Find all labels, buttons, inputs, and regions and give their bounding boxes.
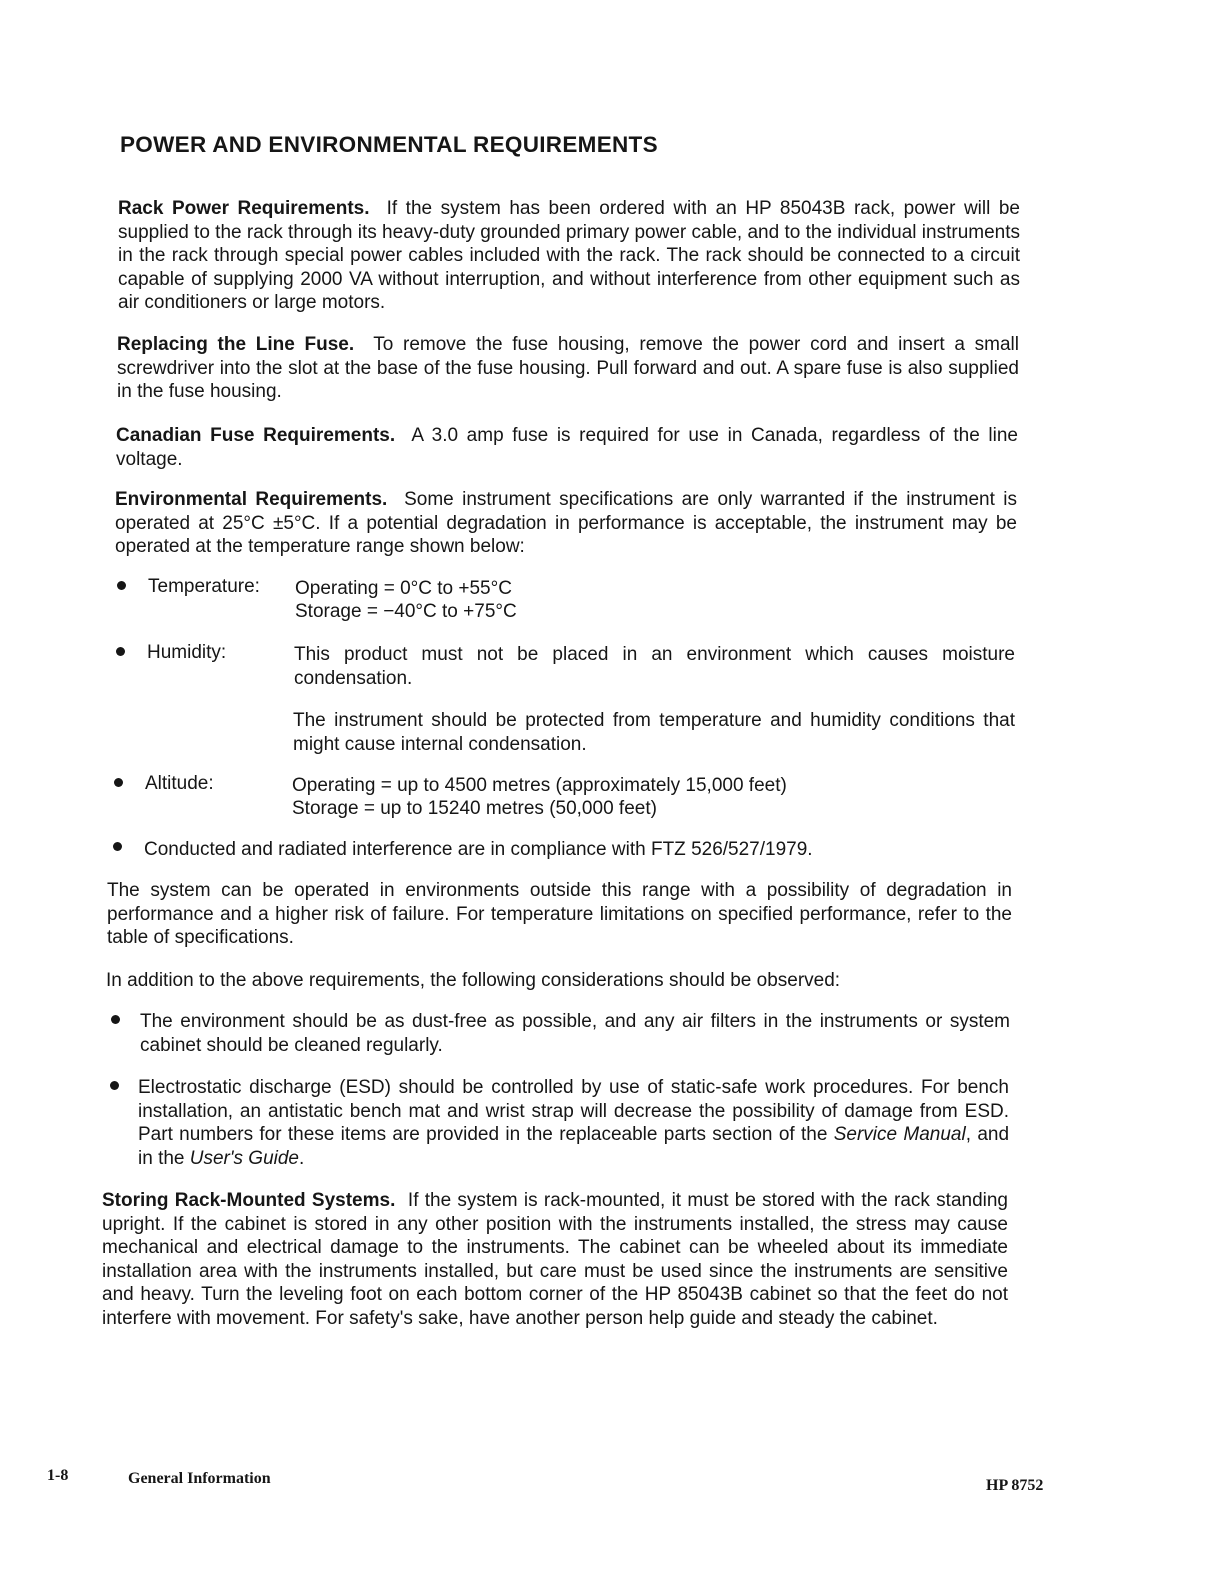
- line-fuse-heading: Replacing the Line Fuse.: [117, 334, 355, 355]
- canadian-fuse-heading: Canadian Fuse Requirements.: [116, 425, 396, 446]
- bullet-icon: [113, 842, 122, 851]
- bullet-icon: [117, 581, 126, 590]
- altitude-operating: Operating = up to 4500 metres (approximately 15,000 feet): [292, 775, 787, 796]
- rack-power-heading: Rack Power Requirements.: [118, 198, 370, 219]
- rack-power-text: If the system has been ordered with an HP 85043B rack, power will be supplied to the rack through its heavy-duty grounded primary power cable, and to the individual instruments in the rack through special power cables included with the rack. The rack should be connected to a circuit capable of supplying 2000 VA without interruption, and without interference from other equipment such as air conditioners or large motors.: [118, 198, 1021, 313]
- bullet-icon: [116, 647, 125, 656]
- canadian-fuse-text: A 3.0 amp fuse is required for use in Canada, regardless of the line voltage.: [116, 425, 1018, 470]
- storing-heading: Storing Rack-Mounted Systems.: [102, 1190, 396, 1211]
- environmental-text: Some instrument specifications are only warranted if the instrument is operated at 25°C ±5°C. If a potential degradation in performance is acceptable, the instrument may be operated at the temperature range shown below:: [115, 489, 1017, 557]
- esd-end: .: [299, 1147, 305, 1169]
- environmental-paragraph: [115, 488, 1017, 559]
- interference-text: Conducted and radiated interference are in compliance with FTZ 526/527/1979.: [144, 839, 813, 860]
- dust-text: The environment should be as dust-free as possible, and any air filters in the instruments or system cabinet should be cleaned regularly.: [140, 1011, 1010, 1056]
- line-fuse-text: To remove the fuse housing, remove the power cord and insert a small screwdriver into the slot at the base of the fuse housing. Pull forward and out. A spare fuse is also supplied in the fuse housing.: [117, 334, 1019, 402]
- altitude-label: Altitude:: [145, 773, 214, 794]
- altitude-storage: Storage = up to 15240 metres (50,000 feet): [292, 798, 657, 819]
- bullet-icon: [110, 1081, 119, 1090]
- storing-paragraph: [102, 1189, 1008, 1330]
- humidity-text-1: This product must not be placed in an environment which causes moisture condensation.: [294, 644, 1015, 689]
- footer-section: General Information: [128, 1470, 271, 1487]
- esd-text: Electrostatic discharge (ESD) should be controlled by use of static-safe work procedures. For bench installation, an antistatic bench mat and wrist strap will decrease the possibility of damage from ESD. Part numbers for these items are provided in the replaceable parts section of the: [138, 1077, 1009, 1145]
- environmental-heading: Environmental Requirements.: [115, 489, 388, 510]
- humidity-text-2: The instrument should be protected from temperature and humidity conditions that might cause internal condensation.: [293, 710, 1015, 755]
- bullet-icon: [111, 1015, 120, 1024]
- bullet-icon: [114, 778, 123, 787]
- temperature-storage: Storage = −40°C to +75°C: [295, 601, 517, 622]
- footer-model: HP 8752: [986, 1477, 1044, 1494]
- service-manual-ref: Service Manual: [833, 1124, 966, 1145]
- rack-power-paragraph: [118, 197, 1020, 315]
- line-fuse-paragraph: [117, 333, 1019, 404]
- page-number: 1-8: [47, 1467, 69, 1484]
- outside-range-paragraph: The system can be operated in environments outside this range with a possibility of degradation in performance and a higher risk of failure. For temperature limitations on specified performance, refer to the table of specifications.: [107, 880, 1012, 948]
- considerations-intro: In addition to the above requirements, the following considerations should be observed:: [106, 970, 841, 991]
- temperature-operating: Operating = 0°C to +55°C: [295, 578, 512, 599]
- esd-paragraph: [138, 1076, 1009, 1170]
- humidity-label: Humidity:: [147, 642, 227, 663]
- users-guide-ref: User's Guide: [189, 1147, 299, 1169]
- temperature-label: Temperature:: [148, 576, 260, 597]
- canadian-fuse-paragraph: [116, 424, 1018, 471]
- esd-and: , and in the: [138, 1124, 1010, 1169]
- storing-text: If the system is rack-mounted, it must be stored with the rack standing upright. If the cabinet is stored in any other position with the instruments installed, the stress may cause mechanical and electrical damage to the instruments. The cabinet can be wheeled about its immediate installation area with the instruments installed, but care must be used since the instruments are sensitive and heavy. Turn the leveling foot on each bottom corner of the HP 85043B cabinet so that the feet do not interfere with movement. For safety's sake, have another person help guide and steady the cabinet.: [102, 1190, 1008, 1329]
- page-title: POWER AND ENVIRONMENTAL REQUIREMENTS: [120, 132, 658, 157]
